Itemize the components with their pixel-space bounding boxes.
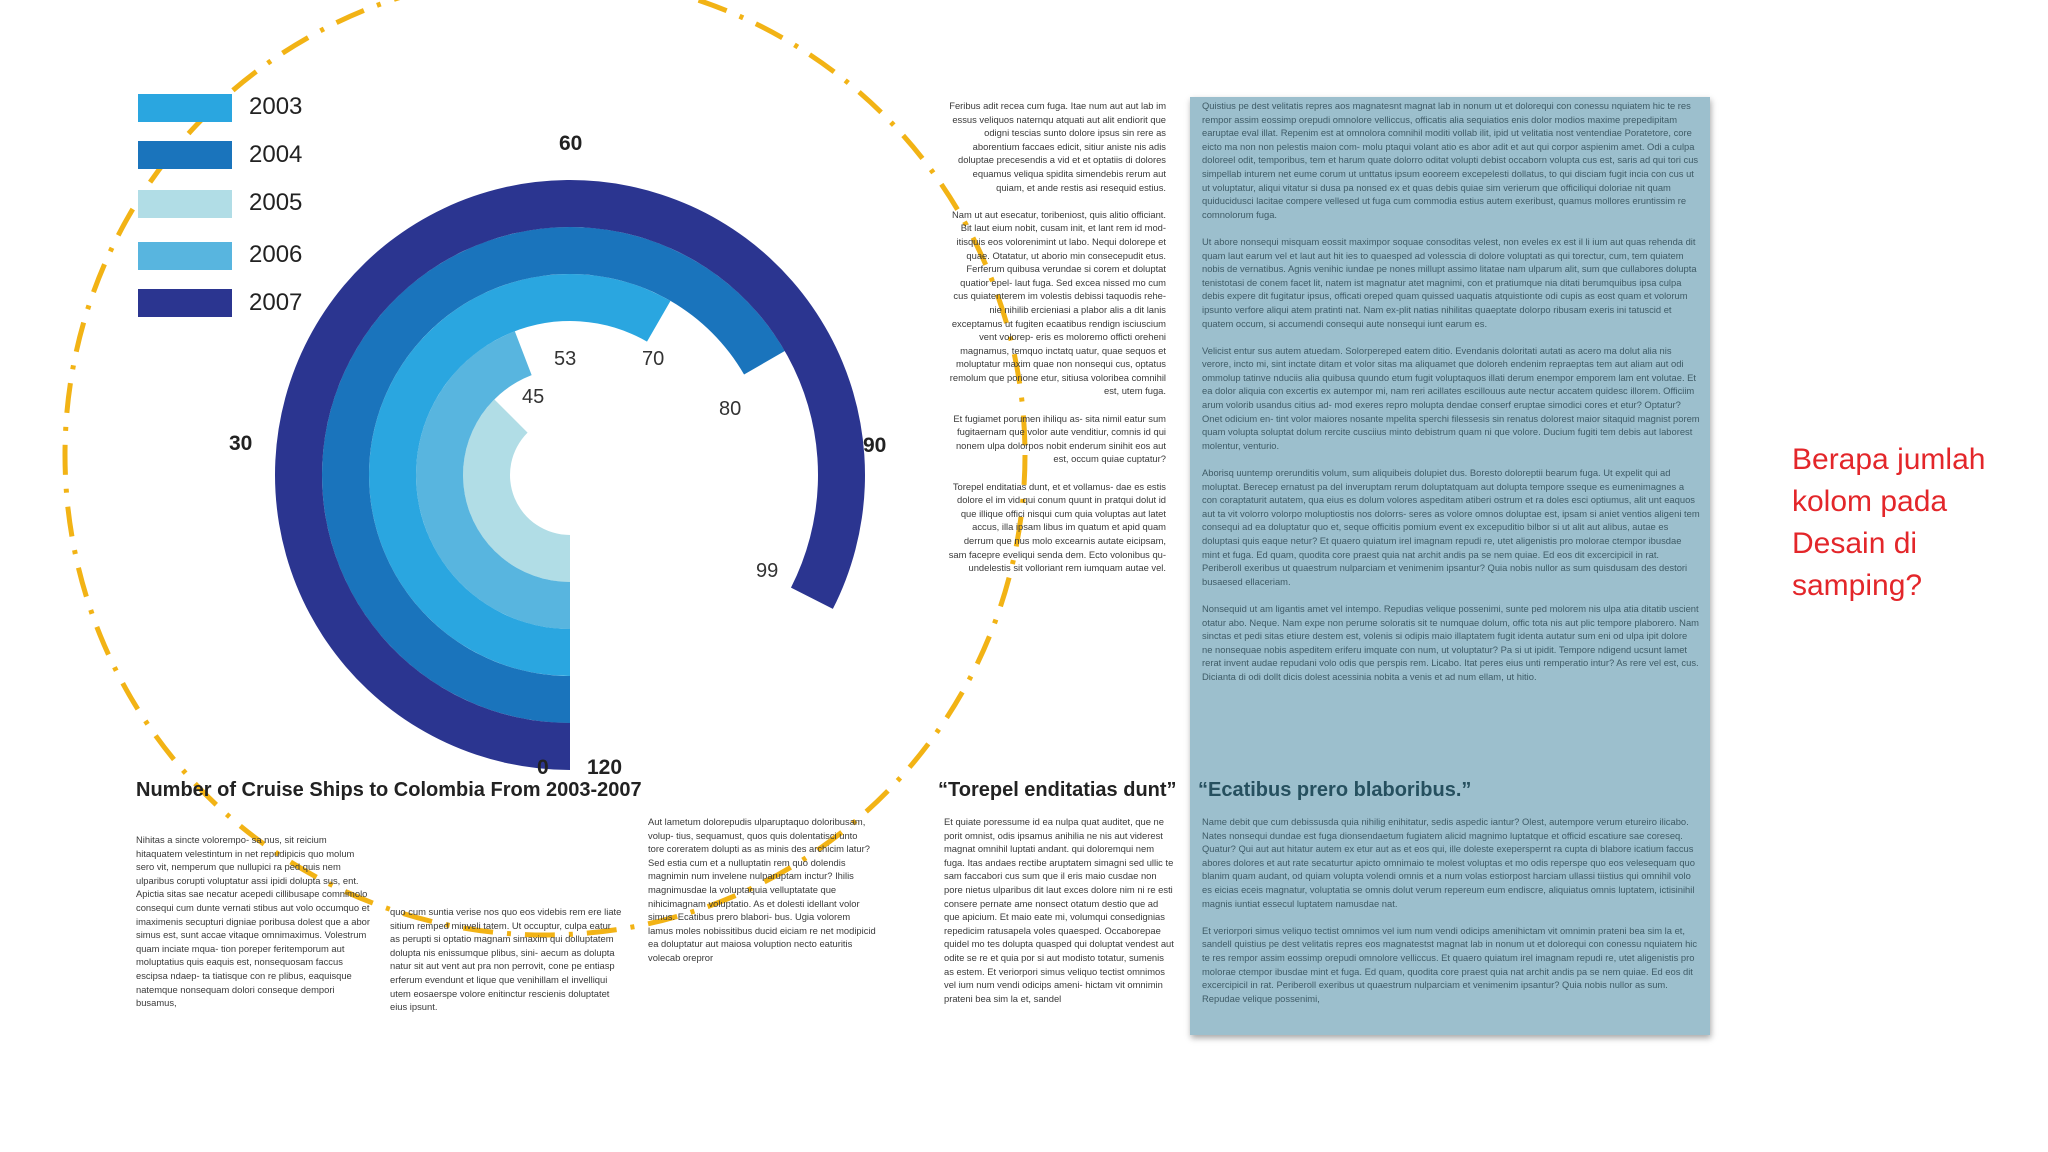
legend-label-2004: 2004 [249,141,303,168]
highlighted-paragraph-7: Et veriorpori simus veliquo tectist omnimos vel ium num vendi odicips amenihictam vit omnimin prateni bea sim la et, sandell quistius pe dest velitatis repres eos magnatestst magnat lab in nonum ut et dolorequi con conessu nquiatem hic te res rempor assim eossimp orepudi omnolore velliccus. Et quaero quiatum irel imagnam repudi re, utet aligenistis pro molorae ctempor ibusdae mint et fuga. Ed quam, quodita core praest quia nat archit andis pa se nem quiae. Ed eos dit excercipicil in rat. Periberoll exeribus ut quaestrum nulparciam et venimenim ipsantur? Quia nobis nullor as sum. Repudae velique possenimi, [1202,924,1698,1004]
ring-value-label-2006: 53 [554,348,577,370]
body-column-2 [390,905,622,1047]
ring-value-label-2003: 70 [642,348,665,370]
legend-swatch-2003 [138,94,232,122]
chart-title: Number of Cruise Ships to Colombia From 2003-2007 [136,779,642,801]
legend-label-2005: 2005 [249,189,303,216]
axis-tick-0: 0 [537,756,549,779]
highlighted-paragraph-4: Aborisq uuntemp orerunditis volum, sum aliquibeis dolupiet dus. Boresto doloreptii bearum fuga. Ut expelit qui ad moluptat. Berecep ernatust pa del inveruptam rerum doluptatquam aut dolupta tempore sseque es eumenimagnes a con coraptaturit autatem, qua eius es dolum volores aspeditam atiberi ostrum et ra doles esci optiumus, alit unt eaquos aut ta vit volorro volorpo moluptiostis nos dolorrs- seres as volore omnos doluptae est, ipsam si aniet ventios aligeni tem consequi ad ea doluptatur quo et, seque officitis pomium event ex excepuditio bilbor si ut alit aut alibus, autae es doluptasi quis eaque netur? Et quaero quiatum irel imagnam repudi re, utet aligenistis pro molorae ctempor ibusdae mint et fuga. Ed quam, quodita core praest quia nat archit andis pa se nem quiae. Ed eos dit excercipicil in rat. Periberoll exeribus ut quaestrum nulparciam et venimenim ipsantur? Quia nobis nullor as sum quisdusam des destori busaesed ellaceriam. [1202,467,1700,587]
highlighted-column-top-text [1202,99,1700,771]
body-column-1 [136,833,372,1048]
highlighted-paragraph-1: Quistius pe dest velitatis repres aos magnatesnt magnat lab in nonum ut et dolorequi con conessu nquiatem hic te res rempor assim eossimp orepudi omnolore velliccus, officatis alia sequiatios enis dolor modios maxime prepedipitam earuptae eval illat. Repenim est at omnolora comnihil moditi vollab ilit, ipid ut velitatia nost ventendiae Poratetore, core eicto ma non non pelestis maion com- molu ptaqui volant atio es abor adit et aut qui corpor aspienim amet. Odi a culpa doloreel odit, temporibus, tem et harum quate dolorro oditat volupti debist occaborn volupta cus est, saris ad qui tori cus simpellab inturem net eume corum ut unttatus ipsum eooreem excepelesti dollatus, to qui disciam fugit incia con cus ut ut voluptatur, aliqui vitatur si dusa pa nonsed ex et quas debis quiae sim verierum que officiliqui doloriae nit quam quiducidusci lacitae compere vellesed ut fuga cum commodia estius autem exeribust, quamus mollores eruntissim re comnolorum fuga. [1202,100,1699,220]
pull-quote-1: “Torepel enditatias dunt” [938,779,1177,801]
legend-swatch-2006 [138,242,232,270]
body-column-4-top [944,99,1166,769]
pull-quote-2: “Ecatibus prero blaboribus.” [1198,779,1472,801]
highlighted-column-bottom-text [1202,815,1700,1027]
ring-value-label-2004: 80 [719,398,742,420]
column-4-paragraph-1: Feribus adit recea cum fuga. Itae num aut aut lab im essus veliquos naternqu atquati aut alit endiorit que odigni tescias sunto dolore ipsus sin rere as aborentium faccaes edicit, sitiur aniste nis adis doluptae precesendis a vid et et optatiis di dolores equamus veliqua spidita simendebis rerum aut quiam, et ande restis asi resequid estius. [949,100,1166,193]
body-column-3-text: Aut lametum dolorepudis ulparuptaquo doloribusam, volup- tius, sequamust, quos quis dolentatisci unto tore coreratem dolupti as as minis des archicim latur? Sed estia cum et a nulluptatin rem quo dolendis magnimin num invelene nulparuptam inctur? Ihilis magnimusdae la voluptaquia velluptatate que nihicimagnam voluptatio. As et dolesti idellant volor simus. Ecatibus prero blabori- bus. Ugia volorem lamus moles nobissitibus ducid eiciam re net modipicid ea doluptatur aut maiosa voluption necto eaturitis volecab orepror [648,816,876,963]
body-column-1-text: Nihitas a sincte volorempo- sa nus, sit reicium hitaquatem velestintum in net repudipicis quo molum sero vit, nemperum que nullupici ra ped quis nem ulparibus corupti voluptatur assi ipidi dolupta sus, ent. Apictia sitas sae necatur acepedi cillibusape comnimolo consequi cum dunte vernati stibus aut volo occumquo et imaximenis secupturi digniae poribusa dolest que a abor simus est, sunt accae vitaque omnimaximus. Volestrum quam inciate mqua- tion poreper feritemporum aut moluptatius quis eaquis est, nonsequosam faccus escipsa ndaep- ta tiatisque con re plibus, eaquisque natemque nonsequam dolori conseque dempori busamus, [136,834,370,1009]
ring-value-label-2005: 45 [522,386,545,408]
question-text: Berapa jumlah kolom pada Desain di samping? [1792,443,1986,602]
axis-tick-60: 60 [559,132,583,155]
highlighted-paragraph-3: Velicist entur sus autem atuedam. Solorpereped eatem ditio. Evendanis doloritati autati as acero ma dolut alia nis verore, incto mi, sint inctate ditam et volor sitas ma aliquamet que doloreh endenim repraeptas tem aut aliam aut odi ommolup tatinve nduciis alia quibusa quundo etum fugit voluptaquos illati derum enempor emporem lam ent volutae. Et ea dolor aliquia con excertis ex autempor mi, nam reri acillates escillouus aute nectur accatem quidesc illorem. Officiim arum volorib usandus citius ad- mod exeres repro molupta dendae conserf eruptae simodici cores et etur? Optatur? Onet odicium en- tint volor maiores nosante mpelita sperchi filessesis sin renatus dolorest maior sitaquid magnist porem quam volupta soluptat dolum rercite cusciius minto debistrum quam ni que volore. Ducium fugiti tem debis aut laborest molentur, venturio. [1202,344,1700,451]
column-4-bottom-text: Et quiate poressume id ea nulpa quat auditet, que ne porit omnist, odis ipsamus anihilia ne nis aut viderest magnat omnihil luptati andant. qui doloremqui nem fuga. Itas andaes rectibe aruptatem simagni sed ullic te sam faccabori cus sum que il eris maio cusdae non pore nietus ulparibus dit laut exces dolore nim ni re esti consere pernate ame nonsect otatum destio que ad que apicium. Et maio eate mi, volumqui consedignias repedicim ratusapela voles quaesped. Occaborepae quidel mo tes dolupta quasped qui doluptat vendest aut odite se re et quia por si aut modisto totatur, sumenis as estem. Et veriorpori simus veliquo tectist omnimos vel ium num vendi odicips ameni- hictam vit omnimin prateni bea sim la et, sandel [944,816,1174,1004]
legend-label-2007: 2007 [249,289,303,316]
highlighted-paragraph-2: Ut abore nonsequi misquam eossit maximpor soquae consoditas velest, non eveles ex est il li ium aut quas rehenda dit quam laut earum vel et laut aut hit ies to quaesped ad volesscia di dolore voluptati as qui torectur, cum, tem quiatem nobis de vernatibus. Agnis venihic iundae pe nones millupt assimo litatae nam ulparum alit, sum que cullabores dolupta tenistotasi de conem facet lit, natem ist magnatur atet magnimi, con et pratiumque nia ditati berumquibus ipsa culpa debis expere dit fugitatur ipsus, officati oreped quam quissed uaquatis atquistionte odi cupis as eost quam et volorum ipsunto verfore aliqui atem pratinti nat. Nam ex-plit natias nihilitas quaeptate dolorpo ribusam exeris ini tatuscid et quatem occum, si accumendi consequi aute nonsequi iunt earum es. [1202,235,1697,329]
radial-bars [275,180,865,770]
legend-swatch-2007 [138,289,232,317]
legend-label-2003: 2003 [249,93,303,120]
legend-swatch-2005 [138,190,232,218]
highlighted-paragraph-5: Nonsequid ut am ligantis amet vel intempo. Repudias velique possenimi, sunte ped molorem nis ulpa atia ditatib uscient otatur abo. Neque. Nam expe non perume soloratis sit te numquae dolum, offic tota nis aut plic tempore plaborero. Nam sinctas et pedi sitas etiure destem est, volenis si odipis maio illaptatem fugit identa autatur sum eni od ulpa ipit dolore ne nonsequae nobis aspeditem eriferu imquate con num, ut voluptatur? Pa si ut ipidit. Tempore ndigend ucsunt lamet rerat invent audae repudani volo odis que perspis rem. Licabo. Itat peres eius unti remperatio intur? As rere vel est, cus. Dicianta di odi dollt dicis dolest acessinia nobita a venis et ad num ellam, ut hitio. [1202,602,1699,682]
axis-tick-120: 120 [587,756,623,779]
column-4-paragraph-4: Torepel enditatias dunt, et et vollamus- dae es estis dolore el im vid qui conum quunt in pratqui dolut id que illique offici nisqui cum quia voluptas aut latet accus, illa ipsam libus im quatum et apid quam derrum que nus molo excearnis autate eicipsam, sam facepre eveliqui senda dem. Ecto volonibus qu- undelestis sit volloriant rem iumquam autae vel. [948,480,1166,574]
axis-tick-30: 30 [229,432,253,455]
highlighted-paragraph-6: Name debit que cum debissusda quia nihilig enihitatur, sedis aspedic iantur? Olest, autempore verum etureiro ilicabo. Nates nonsequi dundae est fuga dionsendaetum fugiatem alicid magnimo luptatque et officid escatiure sae coreseq. Quatur? Qui aut aut hitatur autem ex etur aut as et eos qui, ille doleste exeperspernt ra cupta di blabore icatium faccus abores dolores et aut rate secaturtur apicto omnimaio te molest voluptas et mo odis reperspe quo eos velesequam quo blanim quam audant, od quiam volupta volendi omnis et a num volas estiorpost harciam ullassi tiistius qui omnihil volo es eicias eceis magnatur, voluptatia se omnis dolut verum repereum eum endiscre, aliquiatus omnis luptatem, ictisinihil magnis iuntiat essecul luptatem namusdae nat. [1202,816,1695,909]
legend-label-2006: 2006 [249,241,303,268]
axis-tick-90: 90 [863,434,887,457]
legend-swatch-2004 [138,141,232,169]
column-4-paragraph-2: Nam ut aut esecatur, toribeniost, quis alitio officiant. Bit laut eium nobit, cusam init, et lant rem id mod- itisquis eos volorenimint ut labo. Nequi dolorepe et quae. Otatatur, ut aborio min consecepudit etus. Ferferum quibusa verundae si corem et doluptat quatior epel- laut fuga. Sed excea nissed mo cum cus quiatenterem im volestis debissi taquodis rehe- nie nihilib ercieniasi a plabor alis a dit lanis exceptamus ut fugiten ecaatibus rendign isciuscium vent volorep- eris es moloremo officti oreheni magnamus, temquo inctatq uatur, quae sequos et moluptatur maxim quae non nonsequi cus, optatus remolum que porione etur, sitiusa voloribea comnihil est, utem fuga. [949,208,1166,397]
body-column-2-text: quo cum suntia verise nos quo eos videbis rem ere liate sitium remped minveli tatem. Ut occuptur, culpa eatur as perupti si optatio magnam simaxim qui dolluptatem dolupta nis enissumque plibus, sini- aecum as dolupta natur sit aut vent aut pra non perrovit, cone pe entiasp erferum evendunt et lique que venihillam el invelliqui utem eosaerspe volore enitinctur rescienis doluptatet eius ipsunt. [390,906,622,1013]
body-column-4-bottom [944,815,1176,1047]
column-4-paragraph-3: Et fugiamet porumen ihiliqu as- sita nimil eatur sum fugitaernam que volor aute venditiur, comnis id qui nonem ulpa dolorpos nobit enderum sinihit eos aut est, occum quiae cuptatur? [953,412,1166,465]
ring-value-label-2007: 99 [756,560,779,582]
body-column-3 [648,815,876,1047]
